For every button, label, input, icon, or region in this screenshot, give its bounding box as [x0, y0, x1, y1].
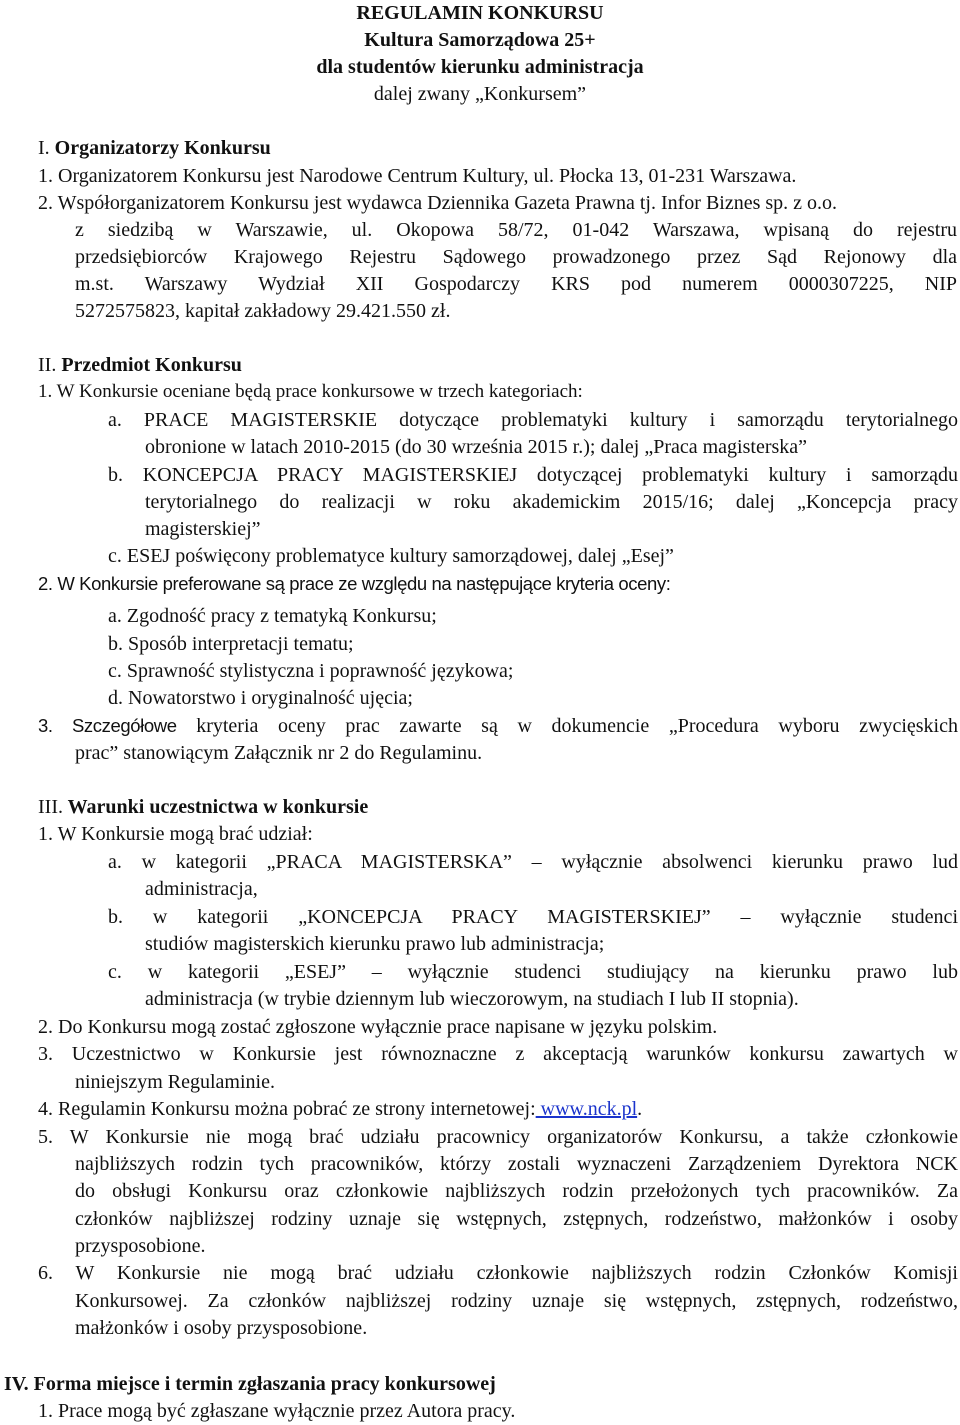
s2-criterion-b: b. Sposób interpretacji tematu; — [108, 633, 354, 655]
s2-point-3-line-2: prac” stanowiącym Załącznik nr 2 do Regulaminu. — [75, 742, 483, 764]
s2-cat-c-line-1: c. ESEJ poświęcony problematyce kultury samorządowej, dalej „Esej” — [108, 545, 674, 567]
s3-point-3-line-1: 3. Uczestnictwo w Konkursie jest równoznaczne z akceptacją warunków konkursu zawartych w — [38, 1043, 958, 1065]
s2-cat-b-line-2: terytorialnego do realizacji w roku akademickim 2015/16; dalej „Koncepcja pracy — [145, 491, 958, 513]
s1-point-2-line-4: m.st. Warszawy Wydział XII Gospodarczy KRS pod numerem 0000307225, NIP — [75, 273, 957, 295]
section-4-title: Forma miejsce i termin zgłaszania pracy konkursowej — [33, 1373, 496, 1395]
s3-point-5-line-1: 5. W Konkursie nie mogą brać udziału pracownicy organizatorów Konkursu, a także członkowie — [38, 1126, 958, 1148]
s3-point-6-line-1: 6. W Konkursie nie mogą brać udziału członkowie najbliższych rodzin Członków Komisji — [38, 1262, 958, 1284]
section-2-title: Przedmiot Konkursu — [61, 354, 242, 376]
section-3-title: Warunki uczestnictwa w konkursie — [67, 796, 369, 818]
s2-point-3-line-1 — [38, 715, 958, 738]
title-line-1: REGULAMIN KONKURSU — [356, 2, 604, 24]
s1-point-2-line-1: 2. Współorganizatorem Konkursu jest wydawca Dziennika Gazeta Prawna tj. Infor Biznes sp. z o.o. — [38, 192, 838, 214]
s3-point-6-line-3: małżonków i osoby przysposobione. — [75, 1317, 368, 1339]
s1-point-1: 1. Organizatorem Konkursu jest Narodowe Centrum Kultury, ul. Płocka 13, 01-231 Warszawa. — [38, 165, 797, 187]
title-line-3: dla studentów kierunku administracja — [316, 56, 644, 78]
s3-cat-b-line-2: studiów magisterskich kierunku prawo lub administracja; — [145, 933, 605, 955]
title-line-4: dalej zwany „Konkursem” — [373, 83, 587, 105]
section-2-number: II. — [38, 354, 57, 376]
s3-point-4-text: 4. Regulamin Konkursu można pobrać ze strony internetowej: — [38, 1098, 536, 1120]
s3-cat-c-line-1: c. w kategorii „ESEJ” – wyłącznie studenci studiujący na kierunku prawo lub — [108, 961, 958, 983]
s2-point-2: 2. W Konkursie preferowane są prace ze względu na następujące kryteria oceny: — [38, 573, 671, 594]
s3-cat-c-line-2: administracja (w trybie dziennym lub wieczorowym, na studiach I lub II stopnia). — [145, 988, 799, 1010]
s2-cat-a-line-2: obronione w latach 2010-2015 (do 30 września 2015 r.); dalej „Praca magisterska” — [145, 436, 808, 458]
s3-cat-b-line-1: b. w kategorii „KONCEPCJA PRACY MAGISTERSKIEJ” – wyłącznie studenci — [108, 906, 958, 928]
s2-criterion-a: a. Zgodność pracy z tematyką Konkursu; — [108, 605, 437, 627]
s3-cat-a-line-2: administracja, — [145, 878, 258, 900]
title-line-2: Kultura Samorządowa 25+ — [364, 29, 596, 51]
s1-point-2-line-2: z siedzibą w Warszawie, ul. Okopowa 58/72, 01-042 Warszawa, wpisaną do rejestru — [75, 219, 957, 241]
s3-point-5-line-4: członków najbliższej rodziny uznaje się wstępnych, zstępnych, rodzeństwo, małżonków i osoby — [75, 1208, 958, 1230]
section-1-number: I. — [38, 137, 50, 159]
s2-cat-b-line-1: b. KONCEPCJA PRACY MAGISTERSKIEJ dotyczącej problematyki kultury i samorządu — [108, 464, 958, 486]
document-title — [0, 0, 960, 108]
s3-point-1: 1. W Konkursie mogą brać udział: — [38, 823, 313, 845]
s2-criterion-d: d. Nowatorstwo i oryginalność ujęcia; — [108, 687, 413, 709]
s2-point-3-prefix: 3. Szczegółowe — [38, 715, 177, 736]
s3-point-2: 2. Do Konkursu mogą zostać zgłoszone wyłącznie prace napisane w języku polskim. — [38, 1016, 718, 1038]
s2-point-1: 1. W Konkursie oceniane będą prace konkursowe w trzech kategoriach: — [38, 381, 583, 402]
nck-website-link[interactable]: www.nck.pl — [535, 1098, 638, 1120]
s4-point-1: 1. Prace mogą być zgłaszane wyłącznie przez Autora pracy. — [38, 1400, 516, 1422]
section-4-number: IV. — [4, 1373, 29, 1395]
section-2-heading — [38, 354, 242, 377]
s3-point-5-line-5: przysposobione. — [75, 1235, 206, 1257]
s3-point-5-line-2: najbliższych rodzin tych pracowników, którzy zostali wyznaczeni Zarządzeniem Dyrektora NCK — [75, 1153, 958, 1175]
s3-point-3-line-2: niniejszym Regulaminie. — [75, 1071, 275, 1093]
s2-point-3-text: kryteria oceny prac zawarte są w dokumencie „Procedura wyboru zwycięskich — [176, 715, 958, 737]
s3-point-5-line-3: do obsługi Konkursu oraz członkowie najbliższych rodzin przełożonych tych pracowników. Za — [75, 1180, 958, 1202]
section-1-title: Organizatorzy Konkursu — [54, 137, 271, 159]
section-1-heading — [38, 137, 271, 160]
s3-point-4-end: . — [637, 1098, 643, 1120]
section-3-heading — [38, 796, 368, 819]
section-4-heading — [4, 1373, 496, 1396]
s3-point-4 — [38, 1098, 642, 1121]
s3-point-6-line-2: Konkursowej. Za członków najbliższej rodziny uznaje się wstępnych, zstępnych, rodzeństwo, — [75, 1290, 958, 1312]
s2-criterion-c: c. Sprawność stylistyczna i poprawność językowa; — [108, 660, 514, 682]
s1-point-2-line-5: 5272575823, kapitał zakładowy 29.421.550 zł. — [75, 300, 451, 322]
s2-cat-b-line-3: magisterskiej” — [145, 518, 261, 540]
s2-cat-a-line-1: a. PRACE MAGISTERSKIE dotyczące problematyki kultury i samorządu terytorialnego — [108, 409, 958, 431]
s1-point-2-line-3: przedsiębiorców Krajowego Rejestru Sądowego prowadzonego przez Sąd Rejonowy dla — [75, 246, 957, 268]
s3-cat-a-line-1: a. w kategorii „PRACA MAGISTERSKA” – wyłącznie absolwenci kierunku prawo lud — [108, 851, 958, 873]
section-3-number: III. — [38, 796, 63, 818]
